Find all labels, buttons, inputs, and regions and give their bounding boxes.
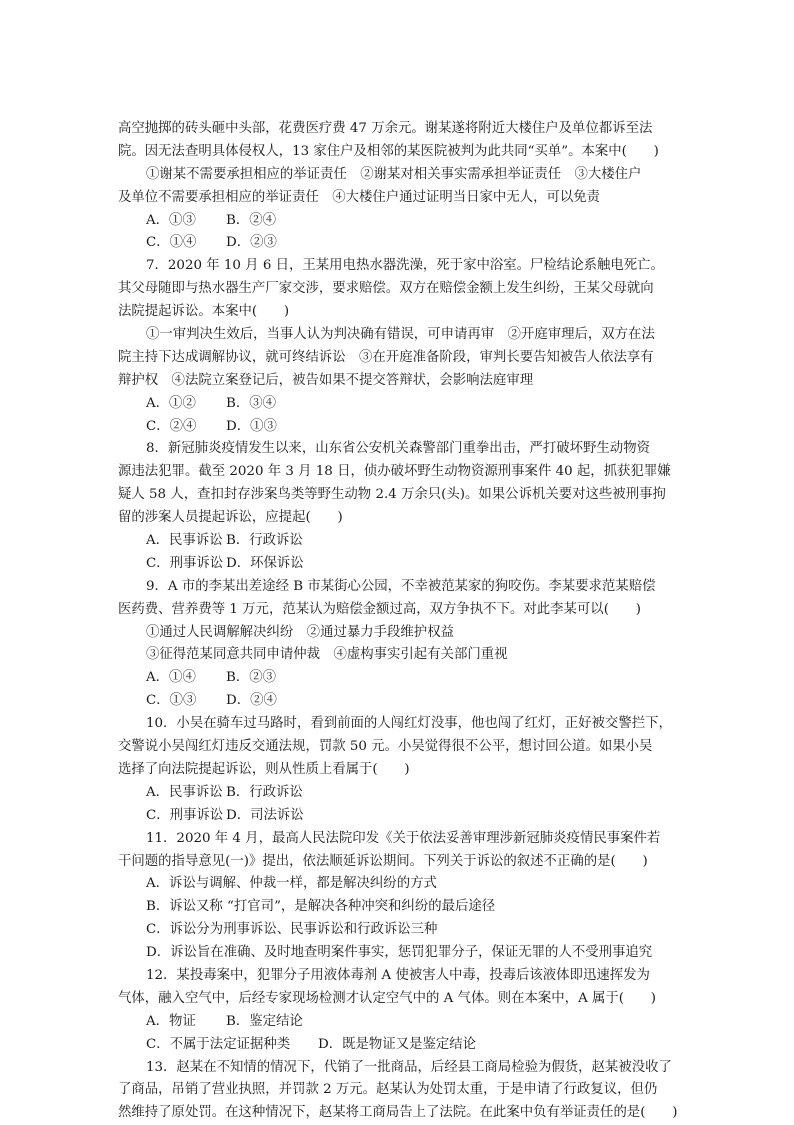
option-b: B．鉴定结论 xyxy=(226,1013,303,1029)
option-b: B．行政诉讼 xyxy=(226,784,303,800)
option-a: A．民事诉讼 xyxy=(146,784,223,800)
question-11-stem-line-2: 干问题的指导意见(一)》提出，依法顺延诉讼期间。下列关于诉讼的叙述不正确的是( ) xyxy=(118,853,648,869)
option-a: A．诉讼与调解、仲裁一样，都是解决纠纷的方式 xyxy=(146,876,437,892)
option-d: D．②③ xyxy=(226,235,277,251)
option-c: C．诉讼分为刑事诉讼、民事诉讼和行政诉讼三种 xyxy=(146,922,438,938)
question-9 xyxy=(118,576,680,713)
question-7 xyxy=(118,255,680,438)
option-a: A．物证 xyxy=(146,1013,196,1029)
question-7-statements-line-1: ①一审判决生效后，当事人认为判决确有错误，可申请再审 ②开庭审理后，双方在法 xyxy=(146,327,655,343)
question-list xyxy=(118,118,680,1125)
question-7-statements-line-3: 辩护权 ④法院立案登记后，被告如果不提交答辩状，会影响法庭审理 xyxy=(118,372,534,388)
question-6-statements-line-2: 及单位不需要承担相应的举证责任 ④大楼住户通过证明当日家中无人，可以免责 xyxy=(118,189,601,205)
question-6-stem-line-2: 院。因无法查明具体侵权人，13 家住户及相邻的某医院被判为此共同“买单”。本案中( ) xyxy=(118,143,659,159)
option-a: A．民事诉讼 xyxy=(146,533,223,549)
question-8-stem-line-3: 疑人 58 人，查扣封存涉案鸟类等野生动物 2.4 万余只(头)。如果公诉机关要对这些被刑事拘 xyxy=(118,487,666,503)
question-7-statements-line-2: 院主持下达成调解协议，就可终结诉讼 ③在开庭准备阶段，审判长要告知被告人依法享有 xyxy=(118,349,654,365)
question-7-stem-line-2: 其父母随即与热水器生产厂家交涉，要求赔偿。双方在赔偿金额上发生纠纷，王某父母就向 xyxy=(118,281,654,297)
question-12 xyxy=(118,965,680,1057)
option-b: B．②④ xyxy=(226,212,277,228)
question-7-options-row-2 xyxy=(118,416,680,439)
option-c: C．刑事诉讼 xyxy=(146,807,224,823)
option-d: D．既是物证又是鉴定结论 xyxy=(318,1036,477,1052)
question-7-options-row-1 xyxy=(118,393,680,416)
question-7-stem-line-1: 7．2020 年 10 月 6 日，王某用电热水器洗澡，死于家中浴室。尸检结论系触电死亡。 xyxy=(146,258,664,274)
question-8-options-row-1 xyxy=(118,530,680,553)
question-12-stem-line-1: 12．某投毒案中，犯罪分子用液体毒剂 A 使被害人中毒，投毒后该液体即迅速挥发为 xyxy=(146,967,650,983)
question-6-stem-line-1: 高空抛掷的砖头砸中头部，花费医疗费 47 万余元。谢某遂将附近大楼住户及单位都诉至法 xyxy=(118,121,653,136)
question-8-stem-line-1: 8．新冠肺炎疫情发生以来，山东省公安机关森警部门重拳出击，严打破坏野生动物资 xyxy=(146,441,650,457)
option-b: B．③④ xyxy=(226,395,277,411)
question-6 xyxy=(118,118,680,255)
question-13-stem-line-1: 13．赵某在不知情的情况下，代销了一批商品，后经县工商局检验为假货，赵某被没收了 xyxy=(146,1059,672,1075)
option-a: A．①③ xyxy=(146,212,196,228)
option-b: B．行政诉讼 xyxy=(226,533,303,549)
question-9-statements-line-1: ①通过人民调解解决纠纷 ②通过暴力手段维护权益 xyxy=(146,624,454,640)
option-d: D．司法诉讼 xyxy=(226,807,304,823)
option-b: B．②③ xyxy=(226,670,277,686)
option-c: C．不属于法定证据种类 xyxy=(146,1036,291,1052)
option-d: D．诉讼旨在准确、及时地查明案件事实，惩罚犯罪分子，保证无罪的人不受刑事追究 xyxy=(146,945,653,961)
question-10-options-row-1 xyxy=(118,782,680,805)
option-a: A．①② xyxy=(146,395,196,411)
question-10 xyxy=(118,713,680,827)
option-b: B．诉讼又称 “打官司”，是解决各种冲突和纠纷的最后途径 xyxy=(146,899,496,915)
question-9-stem-line-1: 9．A 市的李某出差途经 B 市某街心公园，不幸被范某家的狗咬伤。李某要求范某赔偿 xyxy=(146,578,656,594)
question-10-stem-line-2: 交警说小吴闯红灯违反交通法规，罚款 50 元。小吴觉得很不公平，想讨回公道。如果小吴 xyxy=(118,739,653,755)
question-6-options-row-1 xyxy=(118,210,680,233)
option-c: C．刑事诉讼 xyxy=(146,555,224,571)
question-9-options-row-1 xyxy=(118,667,680,690)
option-d: D．②④ xyxy=(226,693,277,709)
option-a: A．①④ xyxy=(146,670,196,686)
option-d: D．①③ xyxy=(226,418,277,434)
option-c: C．②④ xyxy=(146,418,197,434)
question-13-stem-line-3: 然维持了原处罚。在这种情况下，赵某将工商局告上了法院。在此案中负有举证责任的是( ) xyxy=(118,1105,678,1121)
question-12-options-row-2 xyxy=(118,1034,680,1057)
question-13 xyxy=(118,1057,680,1125)
question-10-stem-line-3: 选择了向法院提起诉讼，则从性质上看属于( ) xyxy=(118,761,410,777)
question-12-stem-line-2: 气体，融入空气中，后经专家现场检测才认定空气中的 A 气体。则在本案中，A 属于( ) xyxy=(118,990,657,1006)
question-9-stem-line-2: 医药费、营养费等 1 万元，范某认为赔偿金额过高，双方争执不下。对此李某可以( ) xyxy=(118,601,641,617)
question-10-stem-line-1: 10．小吴在骑车过马路时，看到前面的人闯红灯没事，他也闯了红灯，正好被交警拦下， xyxy=(146,716,672,732)
question-6-options-row-2 xyxy=(118,232,680,255)
question-13-stem-line-2: 了商品，吊销了营业执照，并罚款 2 万元。赵某认为处罚太重，于是申请了行政复议，但仍 xyxy=(118,1082,658,1098)
question-8-stem-line-4: 留的涉案人员提起诉讼，应提起( ) xyxy=(118,510,343,526)
option-d: D．环保诉讼 xyxy=(226,555,304,571)
question-9-statements-line-2: ③征得范某同意共同申请仲裁 ④虚构事实引起有关部门重视 xyxy=(146,647,508,663)
question-8-options-row-2 xyxy=(118,553,680,576)
question-7-stem-line-3: 法院提起诉讼。本案中( ) xyxy=(118,304,290,320)
question-11-stem-line-1: 11．2020 年 4 月，最高人民法院印发《关于依法妥善审理涉新冠肺炎疫情民事案件若 xyxy=(146,830,661,846)
question-11 xyxy=(118,828,680,965)
question-6-statements-line-1: ①谢某不需要承担相应的举证责任 ②谢某对相关事实需承担举证责任 ③大楼住户 xyxy=(146,166,642,182)
question-9-options-row-2 xyxy=(118,690,680,713)
question-8 xyxy=(118,438,680,575)
question-10-options-row-2 xyxy=(118,805,680,828)
question-12-options-row-1 xyxy=(118,1011,680,1034)
option-c: C．①③ xyxy=(146,693,197,709)
option-c: C．①④ xyxy=(146,235,197,251)
question-8-stem-line-2: 源违法犯罪。截至 2020 年 3 月 18 日，侦办破坏野生动物资源刑事案件 40 起，抓获犯罪嫌 xyxy=(118,464,671,480)
